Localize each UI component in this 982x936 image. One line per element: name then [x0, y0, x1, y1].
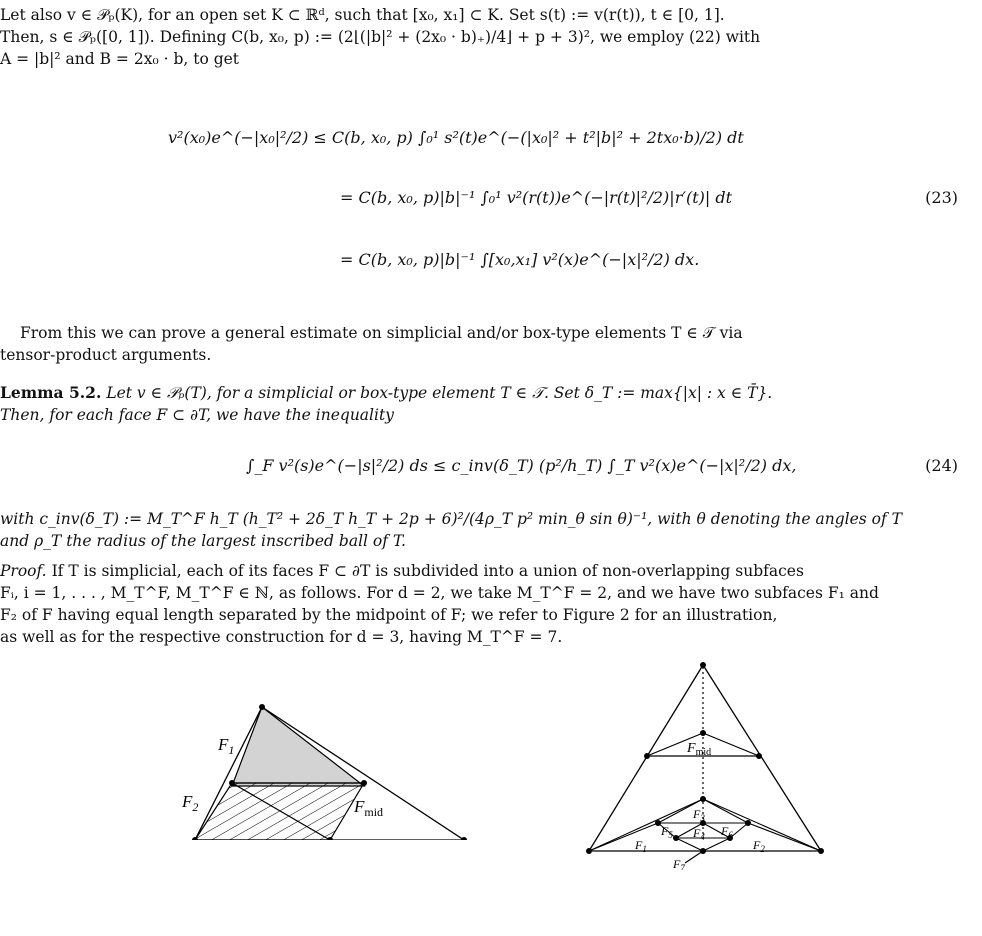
intro-paragraph [0, 4, 970, 70]
lemma-line-1: Let v ∈ 𝒫ₚ(T), for a simplicial or box-type element T ∈ 𝒯. Set δ_T := max{|x| : x ∈ T̄}. [106, 384, 773, 402]
label3d-f3: $F_3$ [693, 807, 705, 823]
proof-paragraph [0, 560, 970, 648]
label3d-fmid: $F_{mid}$ [687, 741, 712, 758]
label-f1: $F_1$ [218, 735, 235, 757]
intro-line-2: Then, s ∈ 𝒫ₚ([0, 1]). Defining C(b, x₀, p) := (2⌊(|b|² + (2x₀ · b)₊)/4⌋ + p + 3)², we employ (22) with [0, 28, 761, 46]
label-f2: $F_2$ [182, 792, 199, 814]
tensor-paragraph [0, 322, 970, 366]
label3d-f7: $F_7$ [673, 857, 685, 870]
lemma-line-2: Then, for each face F ⊂ ∂T, we have the inequality [0, 406, 394, 424]
lemma-label: Lemma 5.2. [0, 383, 102, 402]
eq23-number: (23) [925, 188, 958, 207]
label-fmid: $F_{mid}$ [354, 797, 384, 819]
tensor-line-1: From this we can prove a general estimate on simplicial and/or box-type elements T ∈ 𝒯 via [20, 324, 743, 342]
eq23-line-3: = C(b, x₀, p)|b|⁻¹ ∫[x₀,x₁] v²(x)e^(−|x|²/2) dx. [340, 250, 700, 269]
label3d-f2: $F_2$ [753, 838, 765, 854]
label3d-f1: $F_1$ [635, 838, 647, 854]
upper-subregion [232, 707, 364, 786]
proof-line-2: Fᵢ, i = 1, . . . , M_T^F, M_T^F ∈ ℕ, as follows. For d = 2, we take M_T^F = 2, and we have two subfaces F₁ and [0, 584, 879, 602]
eq24-number: (24) [925, 456, 958, 475]
proof-label: Proof. [0, 562, 47, 580]
eq24-body: ∫_F v²(s)e^(−|s|²/2) ds ≤ c_inv(δ_T) (p²/h_T) ∫_T v²(x)e^(−|x|²/2) dx, [246, 456, 797, 475]
eq23-line-2: = C(b, x₀, p)|b|⁻¹ ∫₀¹ v²(r(t))e^(−|r(t)|²/2)|r′(t)| dt [340, 188, 733, 207]
with-line-2: and ρ_T the radius of the largest inscribed ball of T. [0, 532, 406, 550]
intro-line-3: A = |b|² and B = 2x₀ · b, to get [0, 50, 240, 68]
proof-line-4: as well as for the respective construction for d = 3, having M_T^F = 7. [0, 628, 563, 646]
proof-line-1: If T is simplicial, each of its faces F ⊂ ∂T is subdivided into a union of non-overlapping subfaces [51, 562, 804, 580]
intro-line-1: Let also v ∈ 𝒫ₚ(K), for an open set K ⊂ ℝᵈ, such that [x₀, x₁] ⊂ K. Set s(t) := v(r(t)), t ∈ [0, 1]. [0, 6, 725, 24]
with-line-1: with c_inv(δ_T) := M_T^F h_T (h_T² + 2δ_T h_T + 2p + 6)²/(4ρ_T p² min_θ sin θ)⁻¹, with θ denoting the angles of T [0, 510, 903, 528]
label3d-f6: $F_6$ [721, 824, 733, 840]
equation-23 [0, 122, 970, 302]
proof-line-3: F₂ of F having equal length separated by the midpoint of F; we refer to Figure 2 for an illustration, [0, 606, 778, 624]
label3d-f4: $F_4$ [693, 826, 705, 842]
with-paragraph [0, 508, 970, 552]
equation-24 [0, 440, 970, 500]
label3d-f5: $F_5$ [661, 824, 673, 840]
eq23-line-1: v²(x₀)e^(−|x₀|²/2) ≤ C(b, x₀, p) ∫₀¹ s²(t)e^(−(|x₀|² + t²|b|² + 2tx₀·b)/2) dt [168, 128, 744, 147]
figure-triangle-2d [170, 690, 490, 840]
figure-face-3d [575, 655, 835, 870]
lemma-5-2 [0, 382, 970, 426]
hatched-subregion [195, 783, 364, 840]
tensor-line-2: tensor-product arguments. [0, 346, 212, 364]
